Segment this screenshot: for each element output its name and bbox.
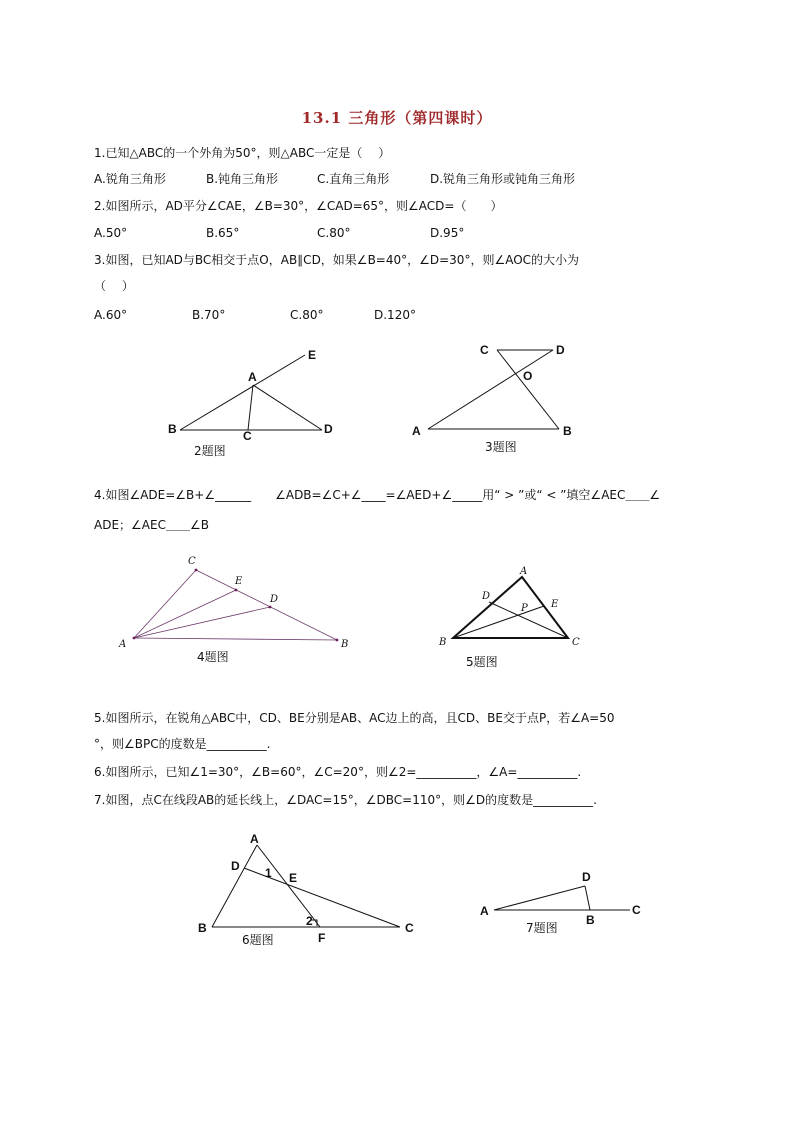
fig5-label-p: P [521,603,528,614]
question-5-line-2: °，则∠BPC的度数是__________. [94,737,271,751]
page-title: 13.1 三角形（第四课时） [301,109,493,127]
fig6-label-c: C [405,921,414,935]
fig4-label-c: C [188,556,196,567]
fig7-label-a: A [480,904,489,918]
fig6-label-1: 1 [265,866,272,880]
fig5-label-e: E [551,599,559,610]
fig3-caption: 3题图 [485,440,517,454]
question-3-stem-cont: （ ） [94,279,134,293]
fig6-caption: 6题图 [242,933,274,947]
q2-option-a: A.50° [94,226,128,240]
fig4-label-e: E [235,576,243,587]
q3-option-b: B.70° [192,308,226,322]
fig7-label-b: B [586,913,595,927]
fig6-label-e: E [289,871,298,885]
q3-option-d: D.120° [374,308,416,322]
question-6: 6.如图所示，已知∠1=30°，∠B=60°，∠C=20°，则∠2=__________，∠A=__________. [94,765,582,779]
fig5-label-c: C [572,637,580,648]
q2-option-c: C.80° [317,226,351,240]
fig7-label-c: C [632,903,641,917]
fig5-caption: 5题图 [466,655,498,669]
q2-option-b: B.65° [206,226,240,240]
fig2-label-b: B [168,422,177,436]
q1-option-b: B.钝角三角形 [206,172,279,186]
question-5-line-1: 5.如图所示，在锐角△ABC中，CD、BE分别是AB、AC边上的高，且CD、BE交于点P，若∠A=50 [94,711,615,725]
fig5-label-d: D [482,591,491,602]
fig2-label-e: E [308,348,317,362]
fig3-label-b: B [563,424,572,438]
q1-option-c: C.直角三角形 [317,172,390,186]
fig5-label-a: A [520,566,528,577]
fig4-label-d: D [270,594,279,605]
fig7-label-d: D [582,870,591,884]
q3-option-c: C.80° [290,308,324,322]
question-4-line-1: 4.如图∠ADE=∠B+∠______ ∠ADB=∠C+∠____=∠AED+∠_____用“ > ”或“ < ”填空∠AEC＿＿∠ [94,488,661,502]
fig6-label-2: 2 [306,914,313,928]
fig4-label-a: A [119,639,127,650]
fig7-caption: 7题图 [526,921,558,935]
fig3-label-c: C [480,343,489,357]
fig4-caption: 4题图 [197,650,229,664]
question-7: 7.如图，点C在线段AB的延长线上，∠DAC=15°，∠DBC=110°，则∠D的度数是__________. [94,793,597,807]
fig6-label-b: B [198,921,207,935]
fig3-label-d: D [556,343,565,357]
fig5-label-b: B [439,637,447,648]
fig6-label-a: A [250,832,259,846]
fig2-caption: 2题图 [194,444,226,458]
fig4-label-b: B [341,639,349,650]
question-4-line-2: ADE；∠AEC＿＿∠B [94,518,209,532]
question-2-stem: 2.如图所示，AD平分∠CAE，∠B=30°，∠CAD=65°，则∠ACD=（ ） [94,199,503,213]
fig2-label-d: D [324,422,333,436]
q3-option-a: A.60° [94,308,128,322]
fig6-label-f: F [318,931,326,945]
question-3-stem: 3.如图，已知AD与BC相交于点O，AB∥CD，如果∠B=40°，∠D=30°，则∠AOC的大小为 [94,253,580,267]
fig3-label-o: O [523,369,533,383]
question-1-stem: 1.已知△ABC的一个外角为50°，则△ABC一定是（ ） [94,146,391,160]
fig2-label-a: A [248,370,257,384]
fig3-label-a: A [412,424,421,438]
fig6-label-d: D [231,859,240,873]
q1-option-a: A.锐角三角形 [94,172,166,186]
q1-option-d: D.锐角三角形或钝角三角形 [430,172,576,186]
q2-option-d: D.95° [430,226,465,240]
fig2-label-c: C [243,429,252,443]
